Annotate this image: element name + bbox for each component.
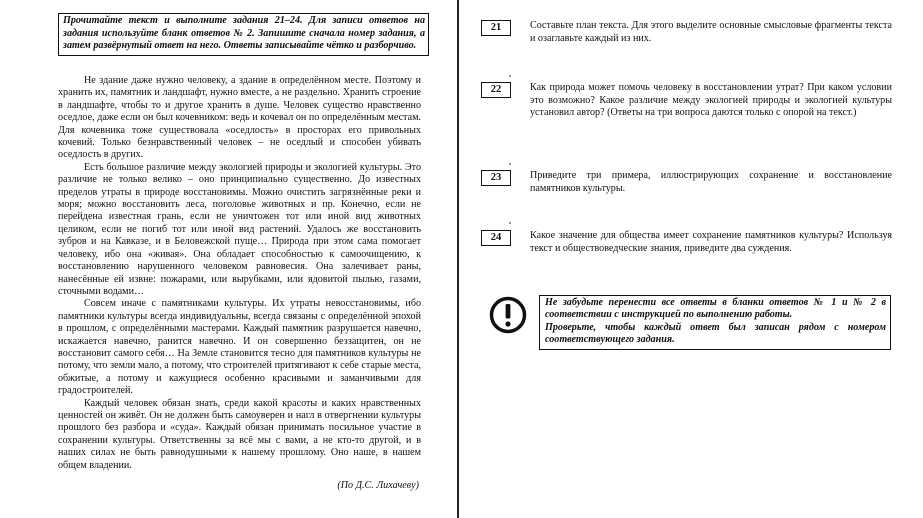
question-number: 22 xyxy=(481,82,511,98)
separator-dot xyxy=(509,163,511,165)
question-text: Как природа может помочь человеку в восстановлении утрат? При каком условии это возможно? Какое различие между экологией природы и экологией культуры установил автор? (Ответы на три вопроса даются только с опорой на текст.) xyxy=(530,82,892,119)
question-number: 24 xyxy=(481,230,511,246)
reminder-box xyxy=(539,295,891,350)
paragraph-4: Каждый человек обязан знать, среди какой красоты и каких нравственных ценностей он живёт. Он не должен быть самоуверен и нагл в отвергнении культуры прошлого без разбора и «суда». Каждый обязан принимать посильное участие в сохранении культуры. Ответственны за всё мы с вами, а не кто-то другой, и в наших силах не быть равнодушными к нашему прошлому. Оно наше, в нашем общем владении. xyxy=(58,397,421,471)
separator-dot xyxy=(509,222,511,224)
author-attribution: (По Д.С. Лихачеву) xyxy=(337,480,419,491)
question-number: 23 xyxy=(481,170,511,186)
question-text: Составьте план текста. Для этого выделите основные смысловые фрагменты текста и озаглавьте каждый из них. xyxy=(530,20,892,44)
paragraph-3: Совсем иначе с памятниками культуры. Их утраты невосстановимы, ибо памятники культуры всегда индивидуальны, всегда связаны с определённой эпохой в прошлом, с определёнными мастерами. Каждый памятник разрушается навечно, искажается навечно, ранится навечно. И он совершенно беззащитен, он не восстановит самого себя… На Земле становится тесно для памятников культуры не потому, что земли мало, а потому, что строителей притягивают к себе старые места, обжитые, а потому и кажущиеся особенно красивыми и заманчивыми для градостроителей. xyxy=(58,298,421,397)
exclamation-circle-icon xyxy=(488,295,528,335)
paragraph-2: Есть большое различие между экологией природы и экологией культуры. Это различие не только велико – оно принципиально существенно. До известных пределов утраты в природе восстановимы. Можно очистить загрязнённые реки и моря; можно восстановить леса, поголовье животных и пр. Конечно, если не перейдена известная грань, если не уничтожен тот или иной вид животных целиком, если не погиб тот или иной вид растений. Удалось же восстановить зубров и на Кавказе, и в Беловежской пуще… Природа при этом сама помогает человеку, ибо она «живая». Она обладает способностью к самоочищению, к восстановлению нарушенного человеком равновесия. Она залечивает раны, нанесённые ей извне: пожарами, или вырубками, или ядовитой пылью, газами, сточными водами… xyxy=(58,161,421,297)
reminder-line-2: Проверьте, чтобы каждый ответ был записан рядом с номером соответствующего задания. xyxy=(545,321,886,346)
right-page xyxy=(462,0,923,518)
question-number: 21 xyxy=(481,20,511,36)
instruction-box: Прочитайте текст и выполните задания 21–24. Для записи ответов на задания используйте бланк ответов № 2. Запишите сначала номер задания, а затем развёрнутый ответ на него. Ответы записывайте чётко и разборчиво. xyxy=(58,13,429,56)
paragraph-1: Не здание даже нужно человеку, а здание в определённом месте. Поэтому и хранить их, памятник и ландшафт, нужно вместе, а не раздельно. Хранить строение в ландшафте, чтобы то и другое хранить в душе. Человек существо нравственно оседлое, даже если он был кочевником: ведь и кочевал он по определённым местам. Для кочевника тоже существовала «оседлость» в просторах его привольных кочевий. Только безнравственный человек – не оседлый и способен убивать оседлость в других. xyxy=(58,75,421,161)
left-page xyxy=(0,0,455,518)
question-text: Приведите три примера, иллюстрирующих сохранение и восстановление памятников культуры. xyxy=(530,170,892,194)
separator-dot xyxy=(509,75,511,77)
reading-text xyxy=(58,75,421,472)
question-text: Какое значение для общества имеет сохранение памятников культуры? Используя текст и обществоведческие знания, приведите два суждения. xyxy=(530,230,892,254)
page-divider xyxy=(457,0,459,518)
reminder-line-1: Не забудьте перенести все ответы в бланки ответов № 1 и № 2 в соответствии с инструкцией по выполнению работы. xyxy=(545,297,886,321)
